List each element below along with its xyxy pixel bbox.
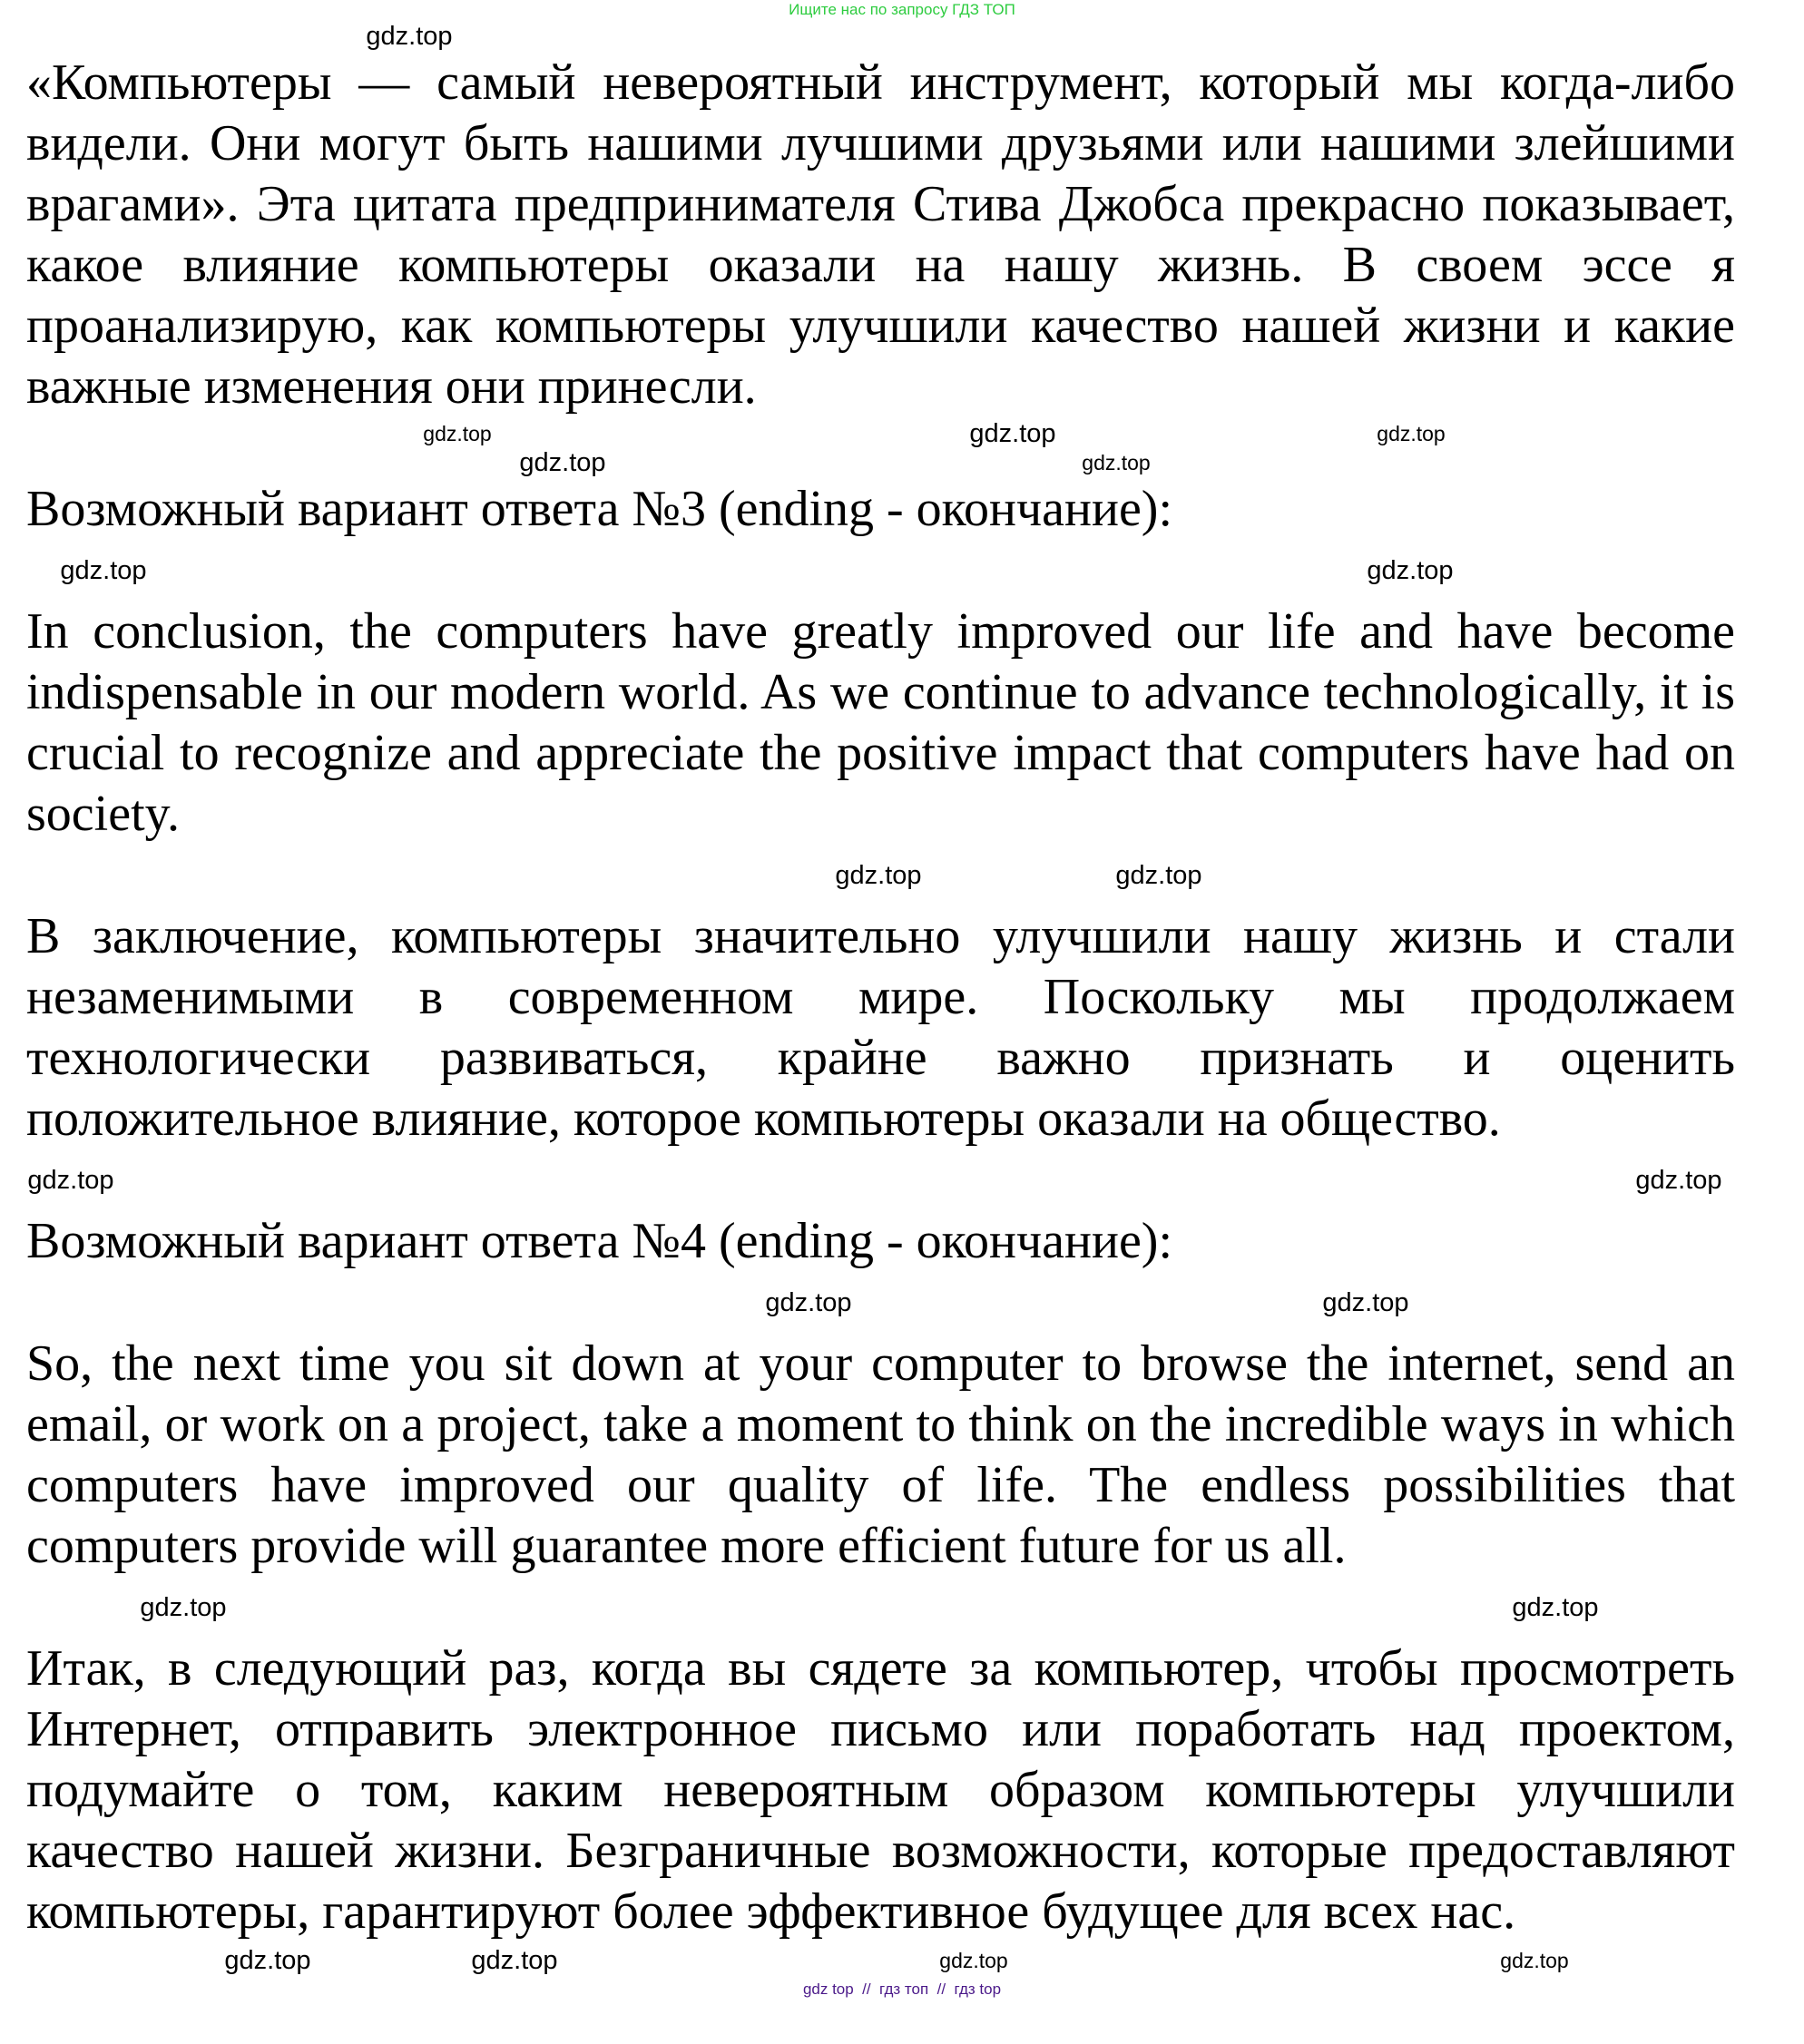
watermark-row [0, 417, 1804, 479]
heading-variant-4: Возможный вариант ответа №4 (ending - окончание): [26, 1213, 1173, 1269]
watermark: gdz.top [519, 448, 606, 477]
watermark: gdz.top [969, 419, 1056, 448]
watermark: gdz.top [939, 1949, 1008, 1972]
watermark-row [0, 20, 1804, 53]
watermark: gdz.top [1635, 1166, 1722, 1195]
watermark: gdz.top [835, 861, 922, 890]
watermark-row [0, 1942, 1804, 1979]
heading-variant-3: Возможный вариант ответа №3 (ending - окончание): [26, 481, 1173, 537]
watermark: gdz.top [60, 556, 147, 585]
watermark: gdz.top [471, 1946, 558, 1975]
watermark: gdz.top [765, 1288, 852, 1317]
watermark: gdz.top [1367, 556, 1454, 585]
watermark-row [0, 1272, 1804, 1334]
ending-3-paragraph-en: In conclusion, the computers have greatly improved our life and have become indispensable in our modern world. As we continue to advance technologically, it is crucial to recognize and appreciate the positive impact that computers have had on society. [26, 603, 1735, 842]
watermark: gdz.top [1500, 1949, 1569, 1972]
watermark: gdz.top [224, 1946, 311, 1975]
ending-3-paragraph-ru: В заключение, компьютеры значительно улучшили нашу жизнь и стали незаменимыми в современном мире. Поскольку мы продолжаем технологически развиваться, крайне важно признать и оценить положительное влияние, которое компьютеры оказали на общество. [26, 908, 1735, 1147]
footer-banner[interactable]: gdz top // гдз топ // гдз top [802, 1980, 1002, 1998]
watermark: gdz.top [366, 22, 453, 51]
header-banner[interactable]: Ищите нас по запросу ГДЗ ТОП [789, 1, 1015, 18]
watermark-row [0, 1577, 1804, 1638]
watermark: gdz.top [140, 1593, 227, 1622]
watermark: gdz.top [1115, 861, 1202, 890]
watermark-row [0, 1149, 1804, 1211]
watermark: gdz.top [27, 1166, 114, 1195]
watermark: gdz.top [1377, 422, 1446, 445]
watermark: gdz.top [423, 422, 492, 445]
ending-4-paragraph-ru: Итак, в следующий раз, когда вы сядете за компьютер, чтобы просмотреть Интернет, отправить электронное письмо или поработать над проектом, подумайте о том, каким невероятным образом компьютеры улучшили качество нашей жизни. Безграничные возможности, которые предоставляют компьютеры, гарантируют более эффективное будущее для всех нас. [26, 1640, 1735, 1940]
watermark: gdz.top [1512, 1593, 1599, 1622]
watermark: gdz.top [1082, 451, 1151, 474]
watermark-row [0, 540, 1804, 601]
intro-paragraph-ru: «Компьютеры — самый невероятный инструмент, который мы когда-либо видели. Они могут быть нашими лучшими друзьями или нашими злейшими врагами». Эта цитата предпринимателя Стива Джобса прекрасно показывает, какое влияние компьютеры оказали на нашу жизнь. В своем эссе я проанализирую, как компьютеры улучшили качество нашей жизни и какие важные изменения они принесли. [26, 54, 1735, 415]
ending-4-paragraph-en: So, the next time you sit down at your computer to browse the internet, send an email, or work on a project, take a moment to think on the incredible ways in which computers have improved our quality of life. The endless possibilities that computers provide will guarantee more efficient future for us all. [26, 1335, 1735, 1574]
watermark: gdz.top [1322, 1288, 1409, 1317]
watermark-row [0, 845, 1804, 906]
